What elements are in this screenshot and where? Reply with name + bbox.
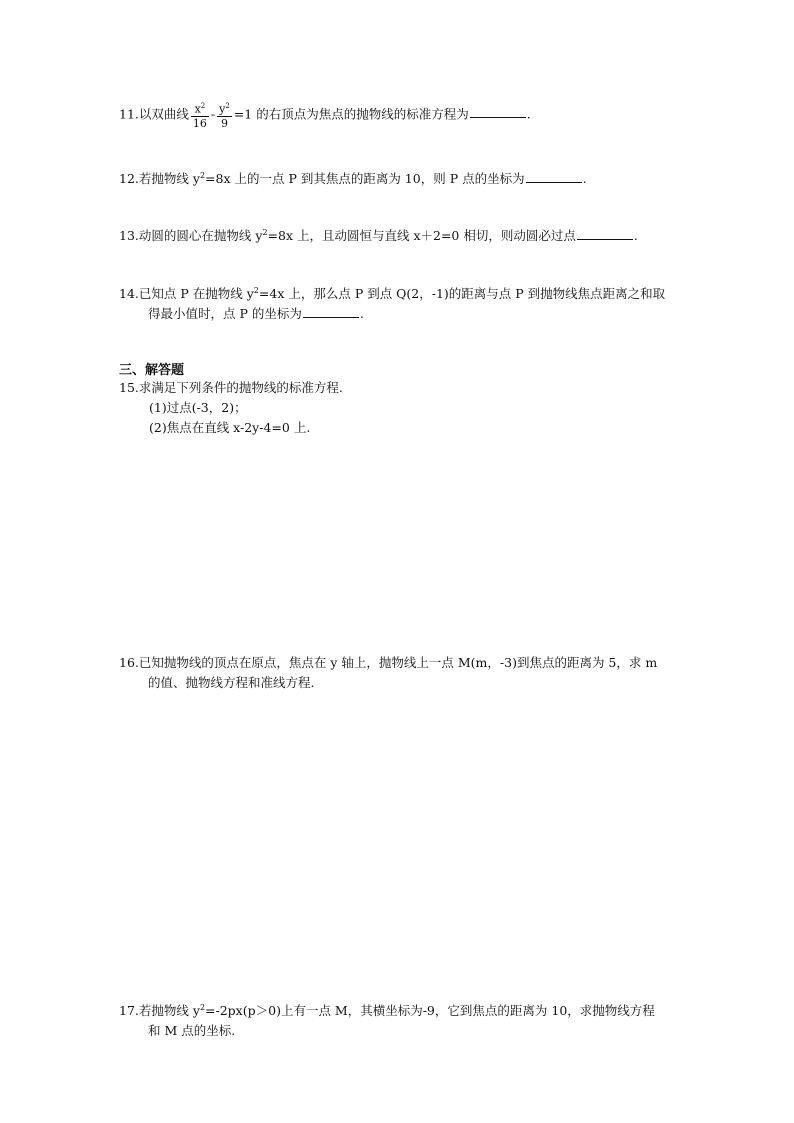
fraction-denominator: 16 [192, 116, 207, 130]
question-number: 15. [119, 380, 139, 395]
exponent: 2 [225, 102, 230, 110]
section-heading: 三、解答题 [119, 363, 185, 378]
question-text: 动圆的圆心在抛物线 y [138, 228, 263, 243]
answer-blank[interactable] [303, 305, 359, 318]
question-number: 12. [119, 171, 139, 186]
question-text: 已知点 P 在抛物线 y [138, 286, 254, 301]
period: . [582, 171, 587, 186]
answer-blank[interactable] [577, 227, 633, 240]
exponent: 2 [199, 170, 206, 180]
sub-question-1: (1)过点(-3，2)； [149, 400, 247, 415]
answer-blank[interactable] [526, 170, 582, 183]
exponent: 2 [262, 227, 268, 237]
period: . [526, 106, 531, 122]
fraction-y2-9 [217, 100, 232, 130]
question-13 [119, 226, 638, 246]
question-number: 14. [119, 286, 139, 301]
question-text: =1 的右顶点为焦点的抛物线的标准方程为 [233, 106, 469, 122]
question-16 [119, 653, 657, 693]
question-text: 求满足下列条件的抛物线的标准方程. [138, 380, 343, 395]
question-number: 11. [119, 106, 139, 122]
exponent: 2 [200, 102, 206, 110]
period: . [633, 228, 638, 243]
question-text: 已知抛物线的顶点在原点，焦点在 y 轴上，抛物线上一点 M(m，-3)到焦点的距离为 5，求 m [138, 655, 658, 670]
question-text: 若抛物线 y [138, 171, 200, 186]
sub-question-2: (2)焦点在直线 x-2y-4=0 上. [149, 420, 311, 435]
question-text-line2: 得最小值时，点 P 的坐标为 [148, 306, 302, 321]
exponent: 2 [253, 285, 259, 295]
question-text: =8x 上，且动圆恒与直线 x＋2=0 相切，则动圆必过点 [267, 228, 576, 243]
fraction-x2-16 [191, 100, 209, 130]
minus-sign: - [210, 106, 216, 122]
answer-blank[interactable] [470, 105, 526, 118]
fraction-numerator: x [194, 102, 201, 116]
question-11 [119, 100, 531, 130]
question-12 [119, 169, 587, 189]
fraction-denominator: 9 [220, 116, 228, 130]
question-text: =-2px(p＞0)上有一点 M，其横坐标为-9，它到焦点的距离为 10，求抛物线方程 [205, 1003, 655, 1018]
question-number: 17. [119, 1003, 139, 1018]
question-text: 以双曲线 [138, 106, 189, 122]
question-number: 16. [119, 655, 139, 670]
question-17 [119, 1001, 655, 1041]
period: . [359, 306, 364, 321]
question-text: =8x 上的一点 P 到其焦点的距离为 10，则 P 点的坐标为 [205, 171, 525, 186]
exponent: 2 [199, 1002, 206, 1012]
question-15 [119, 378, 343, 438]
question-14 [119, 284, 665, 324]
question-text: 若抛物线 y [138, 1003, 200, 1018]
question-text-line2: 的值、抛物线方程和准线方程. [148, 675, 315, 690]
question-text: =4x 上，那么点 P 到点 Q(2，-1)的距离与点 P 到抛物线焦点距离之和取 [258, 286, 666, 301]
question-number: 13. [119, 228, 139, 243]
question-text-line2: 和 M 点的坐标. [148, 1023, 236, 1038]
fraction-numerator: y [219, 102, 226, 116]
